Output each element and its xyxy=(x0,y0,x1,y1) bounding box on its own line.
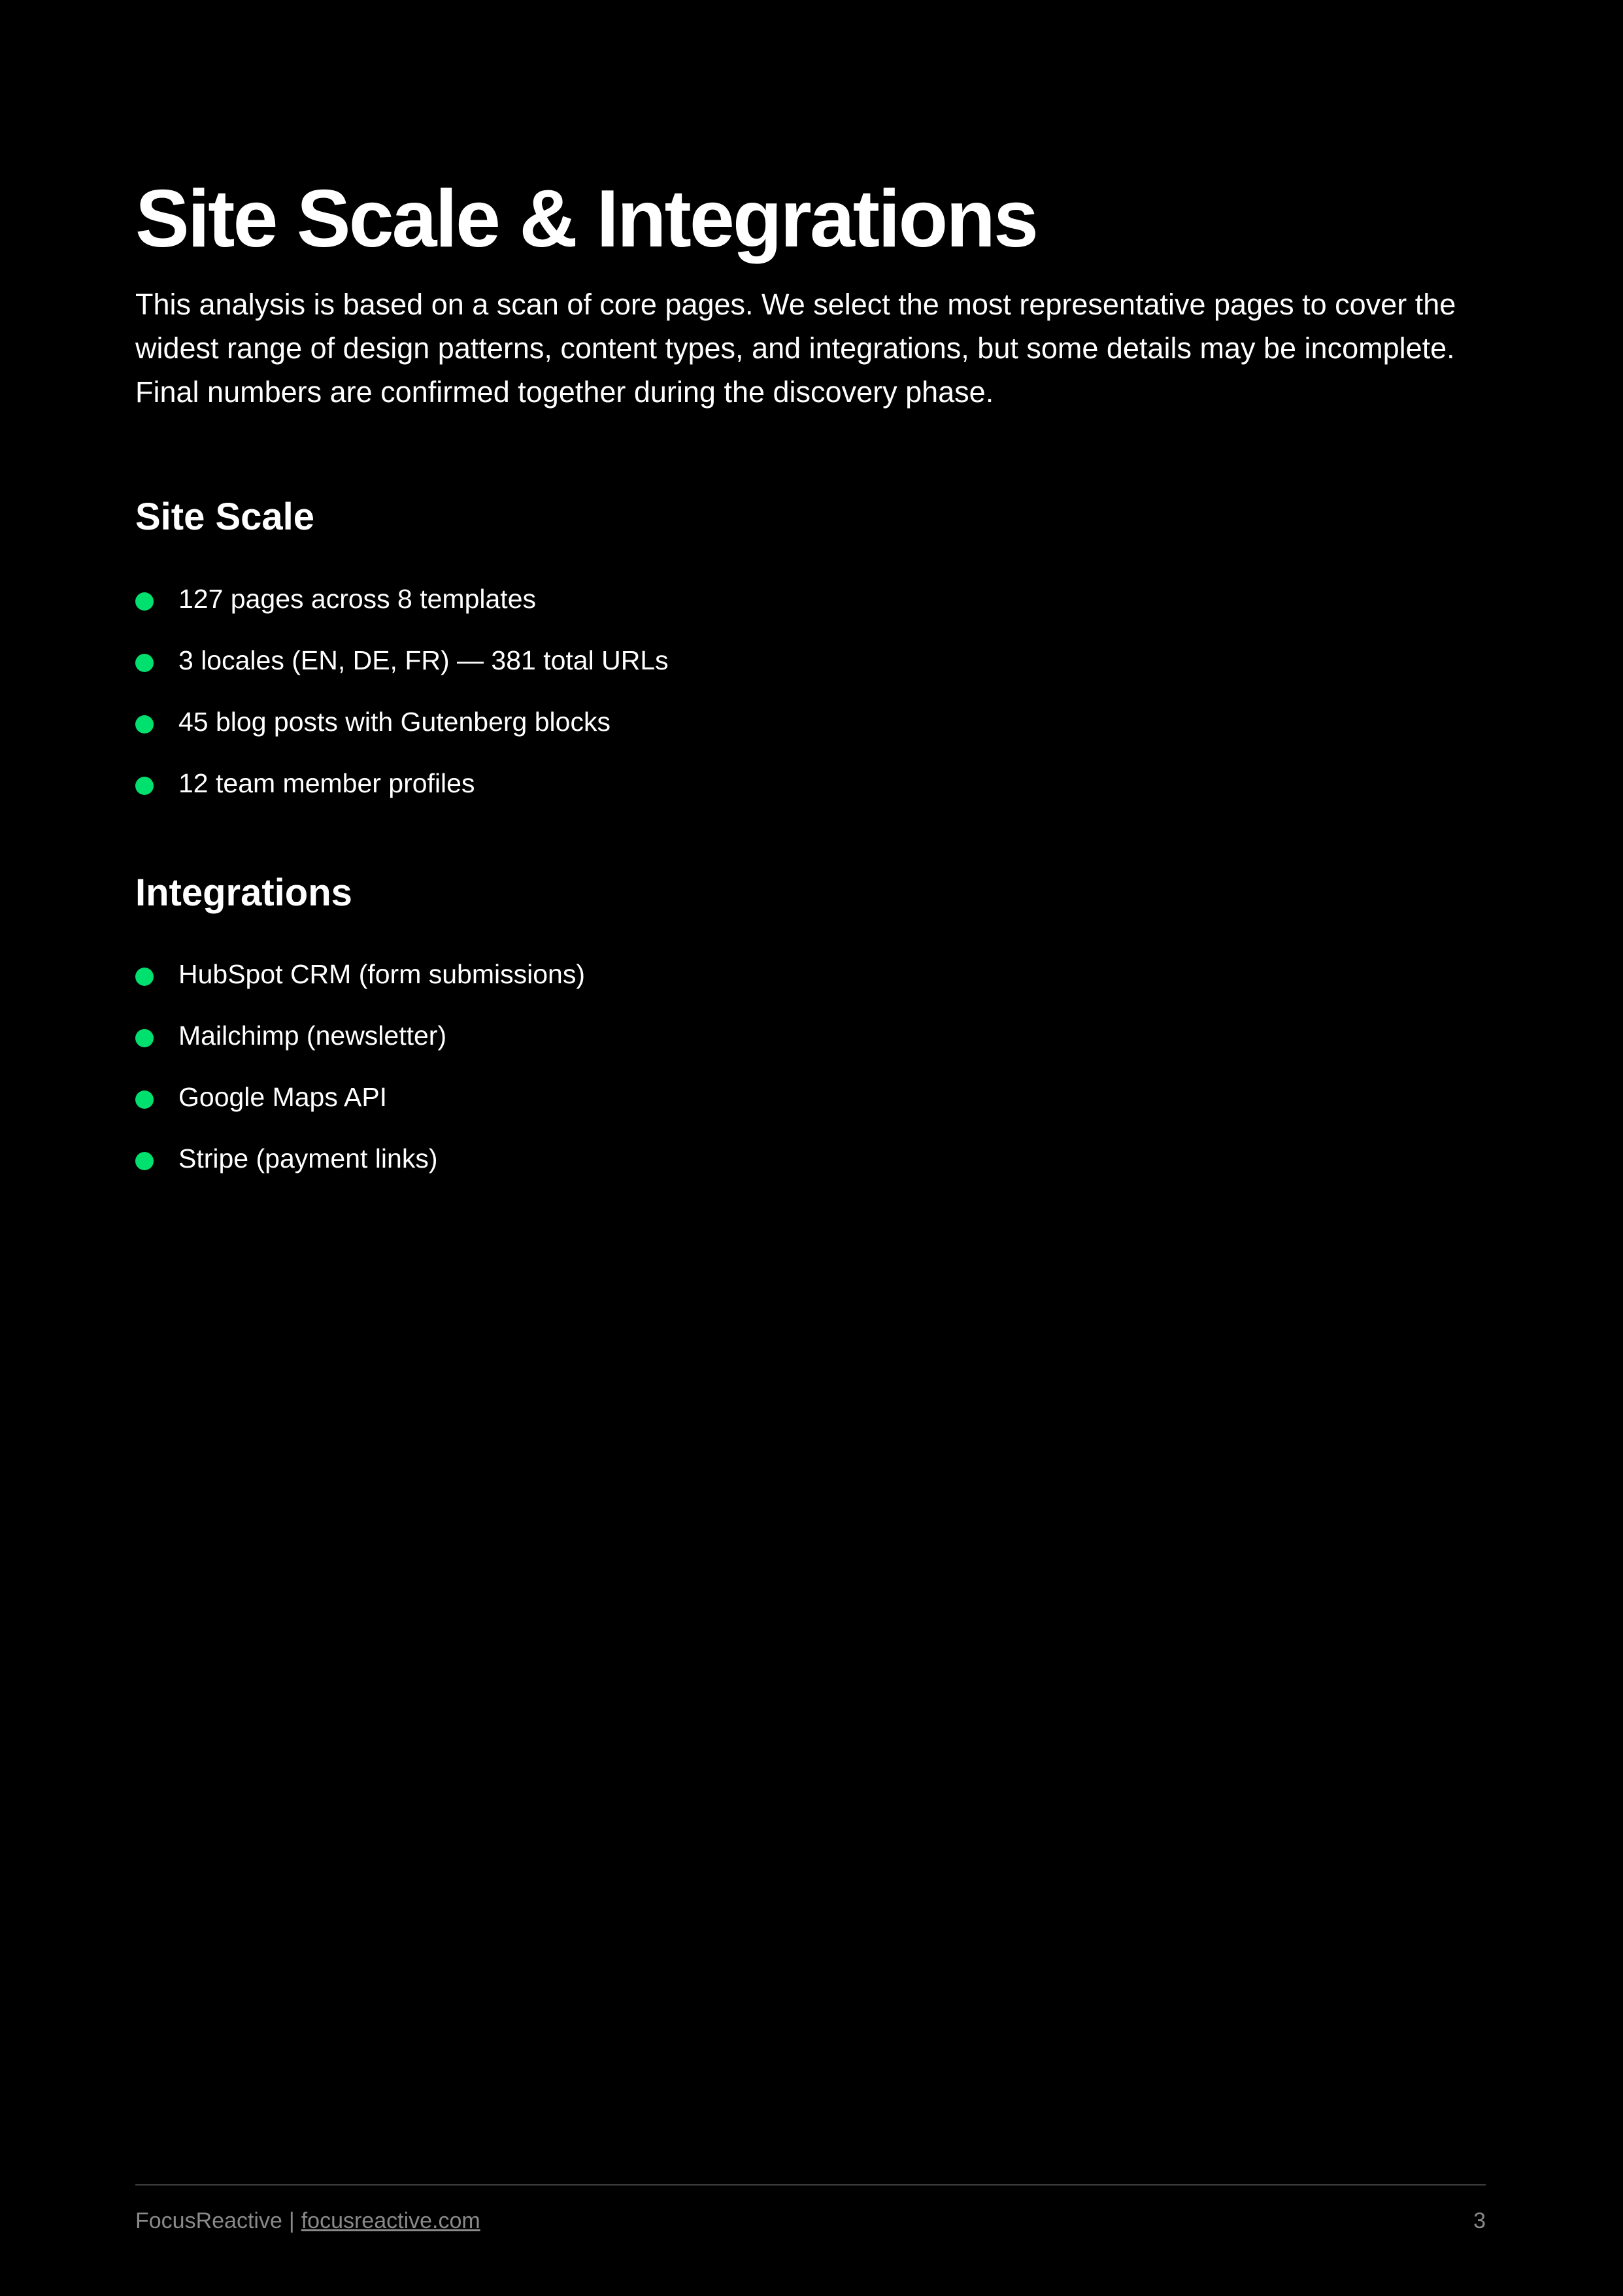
list-item-text: 3 locales (EN, DE, FR) — 381 total URLs xyxy=(178,645,669,675)
footer-website-link[interactable]: focusreactive.com xyxy=(301,2208,480,2233)
list-item-text: 45 blog posts with Gutenberg blocks xyxy=(178,707,611,737)
list-item-text: Google Maps API xyxy=(178,1082,388,1112)
bullet-dot-icon xyxy=(135,777,154,795)
list-item-text: HubSpot CRM (form submissions) xyxy=(178,959,585,989)
list-item xyxy=(135,643,669,705)
list-item xyxy=(135,957,585,1019)
bullet-dot-icon xyxy=(135,592,154,611)
integrations-heading: Integrations xyxy=(135,871,352,914)
footer-divider xyxy=(135,2184,1486,2186)
list-item xyxy=(135,705,669,766)
bullet-dot-icon xyxy=(135,1029,154,1047)
bullet-dot-icon xyxy=(135,1090,154,1109)
list-item xyxy=(135,766,669,828)
bullet-dot-icon xyxy=(135,715,154,734)
footer-separator: | xyxy=(288,2208,295,2233)
page-footer xyxy=(135,2204,1486,2237)
site-scale-list xyxy=(135,582,669,828)
document-page xyxy=(135,0,1486,2296)
list-item-text: Mailchimp (newsletter) xyxy=(178,1021,447,1051)
footer-brand: FocusReactive xyxy=(135,2208,282,2233)
site-scale-heading: Site Scale xyxy=(135,496,315,538)
list-item xyxy=(135,1141,585,1203)
list-item xyxy=(135,1019,585,1080)
bullet-dot-icon xyxy=(135,654,154,672)
list-item xyxy=(135,582,669,643)
list-item-text: 127 pages across 8 templates xyxy=(178,584,536,614)
integrations-list xyxy=(135,957,585,1203)
intro-paragraph: This analysis is based on a scan of core pages. We select the most representative pages to cover the widest range of design patterns, content types, and integrations, but some details may be incomplete. Final numbers are confirmed together during the discovery phase. xyxy=(135,288,1456,409)
list-item-text: 12 team member profiles xyxy=(178,768,475,798)
page-title: Site Scale & Integrations xyxy=(135,174,1037,264)
list-item xyxy=(135,1080,585,1141)
bullet-dot-icon xyxy=(135,968,154,986)
bullet-dot-icon xyxy=(135,1152,154,1170)
page-number: 3 xyxy=(1473,2208,1486,2233)
list-item-text: Stripe (payment links) xyxy=(178,1143,438,1173)
